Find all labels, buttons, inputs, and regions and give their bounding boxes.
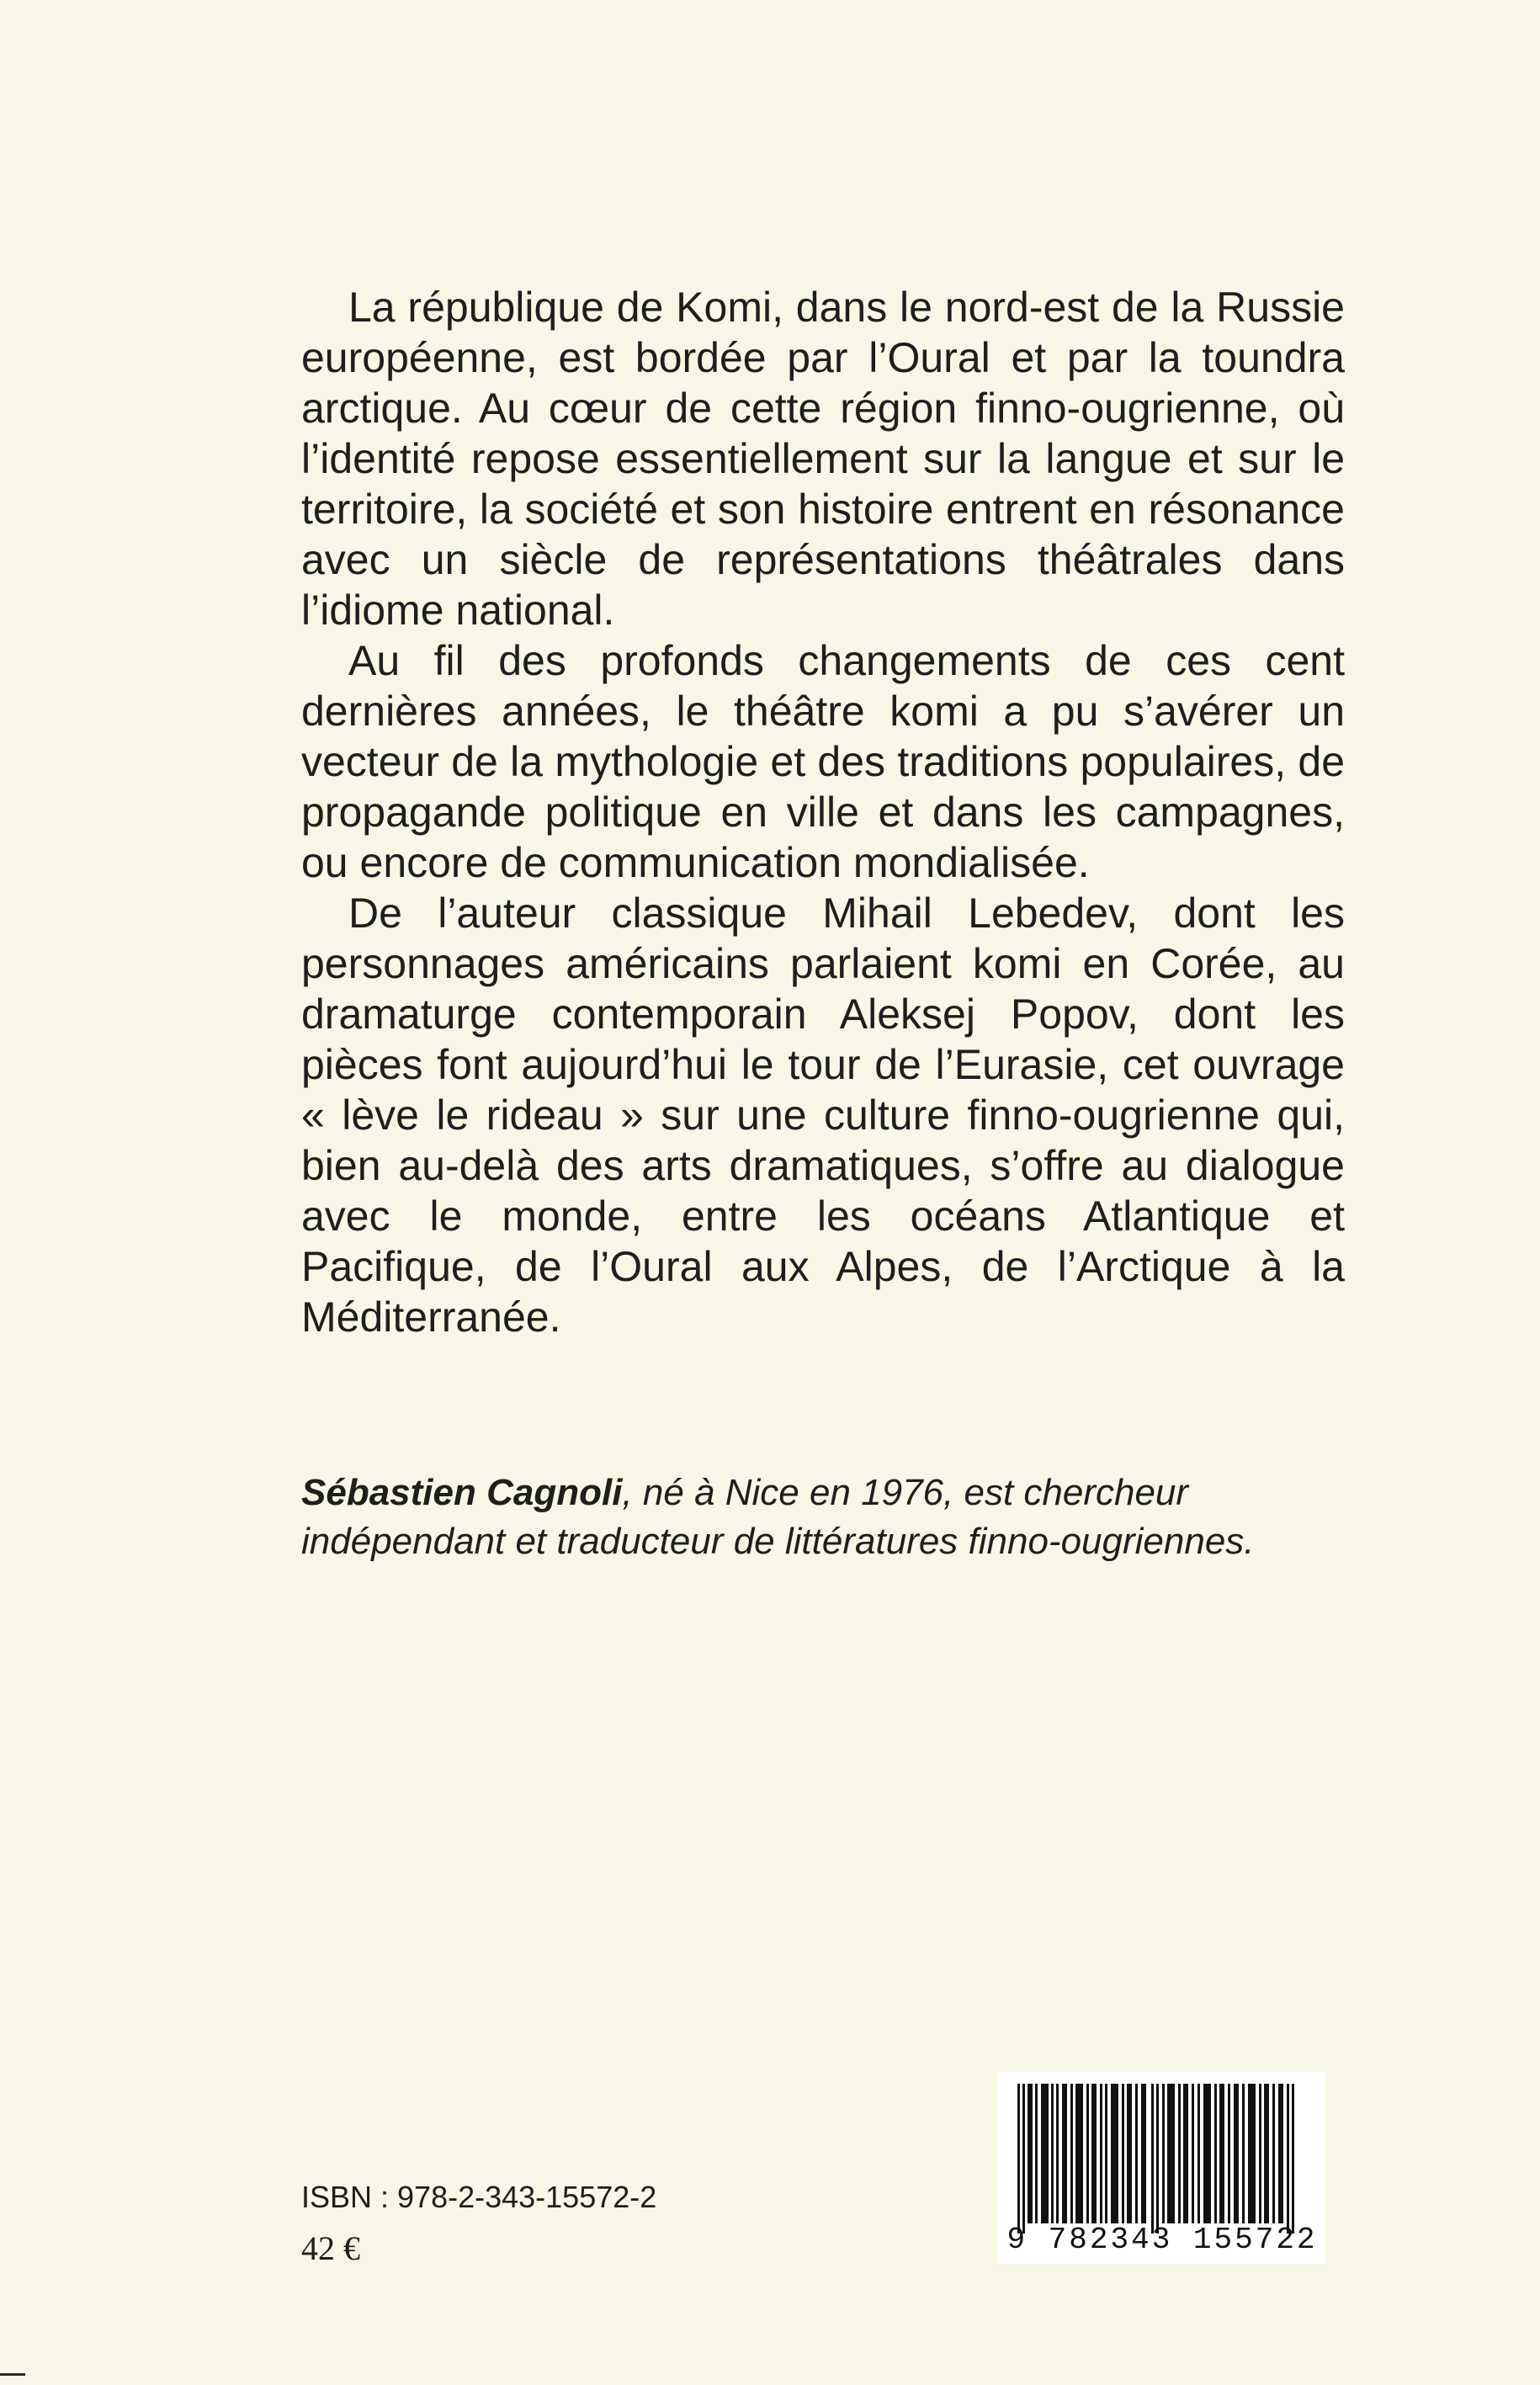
blurb-paragraph: La république de Komi, dans le nord-est de la Russie européenne, est bordée par l’Oural et par la toundra arctique. Au cœur de cette région finno-ougrienne, où l’identité repose essentiellement sur la langue et sur le territoire, la société et son histoire entrent en résonance avec un siècle de représentations théâtrales dans l’idiome national. xyxy=(301,284,1345,634)
price: 42 € xyxy=(301,2229,360,2267)
blurb-paragraph: Au fil des profonds changements de ces cent dernières années, le théâtre komi a pu s’avérer un vecteur de la mythologie et des traditions populaires, de propagande politique en ville et dans les campagnes, ou encore de communication mondialisée. xyxy=(301,637,1345,886)
blurb xyxy=(301,282,1345,1342)
crop-mark xyxy=(0,2373,25,2376)
isbn: ISBN : 978-2-343-15572-2 xyxy=(301,2180,657,2214)
author-bio xyxy=(301,1469,1345,1566)
barcode xyxy=(997,2072,1325,2264)
blurb-paragraph: De l’auteur classique Mihail Lebedev, dont les personnages américains parlaient komi en Corée, au dramaturge contemporain Aleksej Popov, dont les pièces font aujourd’hui le tour de l’Eurasie, cet ouvrage « lève le rideau » sur une culture finno-ougrienne qui, bien au-delà des arts dramatiques, s’offre au dialogue avec le monde, entre les océans Atlantique et Pacifique, de l’Oural aux Alpes, de l’Arctique à la Méditerranée. xyxy=(301,890,1345,1341)
author-bio-text: , né à Nice en 1976, est chercheur indépendant et traducteur de littératures finno-ougriennes. xyxy=(301,1472,1255,1562)
author-name: Sébastien Cagnoli xyxy=(301,1472,623,1513)
barcode-digits: 9 782343 155722 xyxy=(1006,2223,1318,2257)
